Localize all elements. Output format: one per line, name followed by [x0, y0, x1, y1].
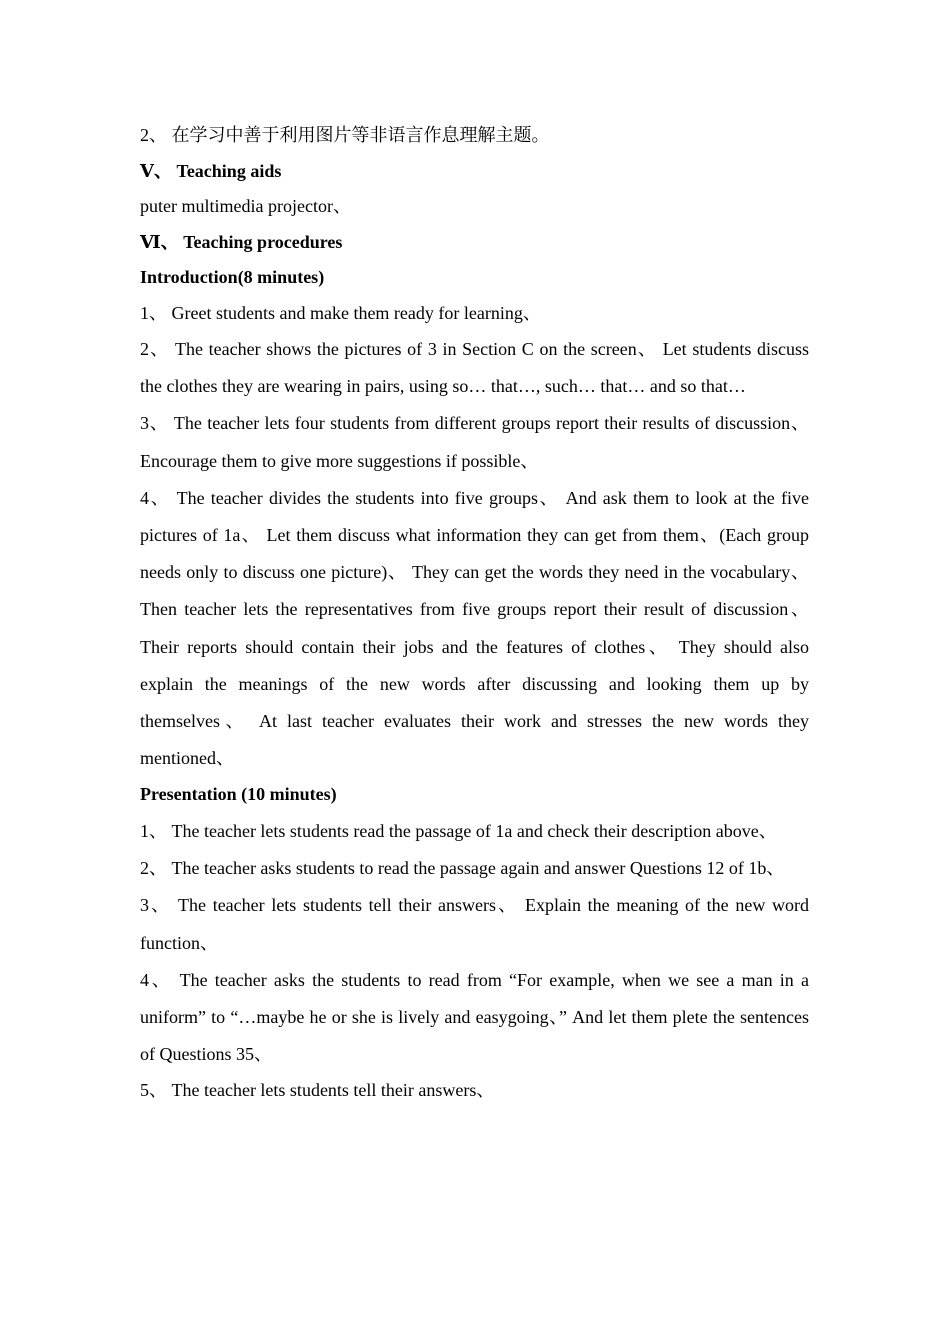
presentation-step-3: 3、 The teacher lets students tell their answers、 Explain the meaning of the new word function、 [140, 895, 809, 953]
subheading-introduction: Introduction(8 minutes) [140, 267, 325, 287]
introduction-step-3: 3、 The teacher lets four students from different groups report their results of discussion、 Encourage them to give more suggestions if possible、 [140, 413, 809, 471]
teaching-aids-text: puter multimedia projector、 [140, 196, 351, 216]
section-heading-teaching-aids: Ⅴ、 Teaching aids [140, 160, 282, 181]
presentation-step-1: 1、 The teacher lets students read the passage of 1a and check their description above、 [140, 820, 777, 841]
introduction-step-2: 2、 The teacher shows the pictures of 3 in Section C on the screen、 Let students discuss the clothes they are wearing in pairs, using so… that…, such… that… and so that… [140, 339, 809, 397]
presentation-step-4: 4、 The teacher asks the students to read from “For example, when we see a man in a uniform” to “…maybe he or she is lively and easygoing、” And let them plete the sentences of Questions 35、 [140, 969, 809, 1065]
presentation-step-5: 5、 The teacher lets students tell their answers、 [140, 1080, 495, 1101]
introduction-step-1: 1、 Greet students and make them ready for learning、 [140, 302, 541, 323]
document-page [140, 118, 809, 1109]
introduction-step-4: 4、 The teacher divides the students into five groups、 And ask them to look at the five pictures of 1a、 Let them discuss what information they can get from them、(Each group needs only to discuss one picture)、 They can get the words they need in the vocabulary、 Then teacher lets the representatives from five groups report their result of discussion、 Their reports should contain their jobs and the features of clothes、 They should also explain the meanings of the new words after discussing and looking them up by themselves、 At last teacher evaluates their work and stresses the new words they mentioned、 [140, 487, 809, 769]
presentation-step-2: 2、 The teacher asks students to read the passage again and answer Questions 12 of 1b、 [140, 858, 785, 879]
objective-item-2: 2、 在学习中善于利用图片等非语言作息理解主题。 [140, 125, 550, 145]
section-heading-teaching-procedures: Ⅵ、 Teaching procedures [140, 231, 343, 252]
subheading-presentation: Presentation (10 minutes) [140, 784, 337, 805]
